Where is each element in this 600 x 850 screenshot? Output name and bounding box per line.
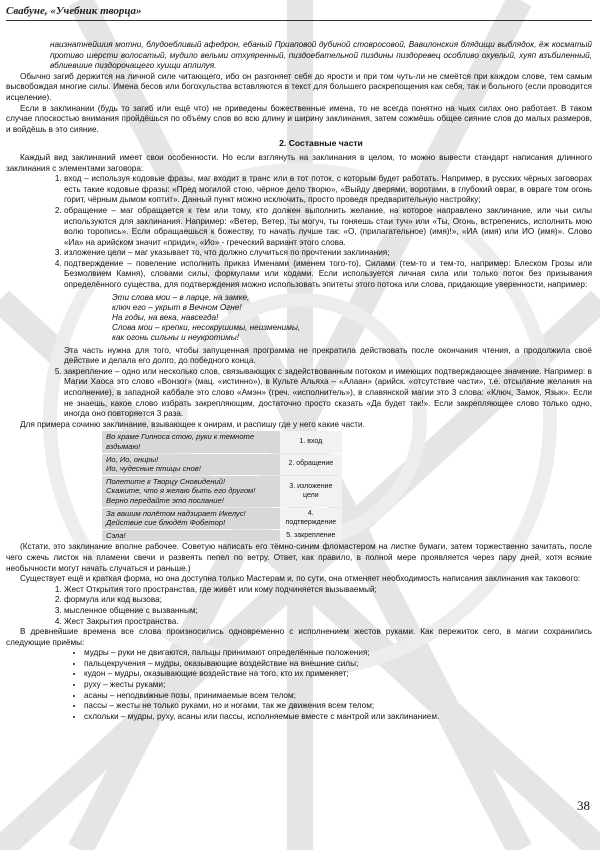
page-header [0,0,600,36]
verse-line: Слова мои – крепки, несокрушимы, неизменимы, [112,323,301,333]
spell-text-cell: Сэла! [102,530,280,542]
list-item: • пассы – жесты не только руками, но и ногами, так же движения всем телом; [84,701,592,712]
paragraph-7: В древнейшие времена все слова произносились одновременно с исполнением жестов руками. Как пережиток сего, в магии сохранились следующие приёмы: [6,627,592,647]
list-item: 1. вход – используя кодовые фразы, маг входит в транс или в тот поток, с которым будет работать. Например, в русских чёрных заговорах есть такие кодовые фразы: «Пред могилой стою, чёрное дело творю», «Выйду дверями, воротами, в глубокий овраг, в овраге том огонь горит, чёрным дымом коптит». Данный пункт можно исключить, просто проведя предварительную настройку; [64,174,592,206]
list-item: 5. закрепление – одно или несколько слов, связывающих с задействованным потоком и имеющих подтверждающее значение. Например: в Магии Хаоса это слово «Вонзог» (мац. «истинно»), в Культе Альяха – «Алаан» (арийск. «отсутствие части», т.е. отсылание желания на исполнение), в западной каббале это слово «Амэн» (греч. «исполнитель»), в славянской магии это 3 слова: «Ключ, Замок, Язык». Если не знаешь, какое слово избрать закрепляющим, достаточно просто сказать «Да будет так!». Если закрепляющее слово только одно, иногда оно повторяется 3 раза. [64,367,592,420]
paragraph-3: Каждый вид заклинаний имеет свои особенности. Но если взглянуть на заклинания в целом, то можно вывести стандарт написания длинного заклинания с элементами заговора: [6,152,592,173]
verse-line: ключ его – укрыт в Вечном Огне! [112,302,242,312]
list-item: 4. Жест Закрытия пространства. [64,617,592,628]
spell-part-cell: 1. вход [280,431,342,452]
paragraph-1: Обычно загиб держится на личной силе читающего, ибо он разгоняет себя до ярости и при том чуть-ли не смеётся при каждом слове, тем самым высвобождая многие силы. Имена бесов или богохульства вставляются в текст для большего раскрепощения как себя, так и больного (если проводится исцеление). [6,71,592,102]
short-form-list [50,585,592,627]
intro-italic-paragraph: наизнатнейшия мотни, блудоебливый афедрон, ебаный Приаповой дубиной стовросовой, Вавилонския блядищи выблядок, ёж косматый противо шерсти волосатый, мудило вельми отхуяренный, пиздоебательной пиздины пиздоревец особливо охуелый, хуяп взъбиленный, вблиевшие пиздорочащего хуищи аплилуя. [50,40,592,71]
list-item: 2. обращение – маг обращается к тем или тому, кто должен выполнить желание, на которое направлено заклинание, или чьи силы используются для заклинания. Например: «Ветер, Ветер, ты могуч, ты гоняешь стаи туч» или «Ты, Огонь, встрепенись, исполнить мою волю торопись». Если обращаешься к божеству, то начать лучше так: «О, (прилагательное) (имя)!», «ИА (имя) или ИО (имя)». Слово «Иа» на арийском значит «приди», «Ио» - греческий вариант этого слова. [64,206,592,248]
spell-text-cell: Во храме Гипноса стою, руки к темноте вздымаю! [102,431,280,452]
spell-text-cell: За вашим полётом надзирает Икелус! Действие сие блюдёт Фобетор! [102,508,280,529]
verse-line: На годы, на века, навсегда! [112,313,219,323]
list-item: • схлольки – мудры, руху, асаны или пассы, исполняемые вместе с мантрой или заклинанием. [84,712,592,723]
list-item: • асаны – неподвижные позы, принимаемые всем телом; [84,691,592,702]
paragraph-2: Если в заклинании (будь то загиб или ещё что) не приведены божественные имена, то не всегда понятно на чьих силах оно работает. В таком случае плоскостью внимания пройдёшься по объёму слов во всю длину и ширину заклинания, затем сожмёшь общее сияние слов до малых размеров, и войдёшь в это сияние. [6,103,592,134]
example-verse [112,293,592,344]
header-title: Свабуне, «Учебник творца» [6,5,142,17]
list-item-note: Эта часть нужна для того, чтобы запущенная программа не прекратила действовать после окончания чтения, а продолжила своё действие и делала его долго, до победного конца. [64,345,592,366]
spell-example-table [102,430,342,542]
verse-line: Эти слова мои – в ларце, на замке, [112,292,250,302]
list-item: • мудры – руки не двигаются, пальцы принимают определённые положения; [84,648,592,659]
spell-part-cell: 4. подтверждение [280,508,342,529]
paragraph-4: Для примера сочиню заклинание, взывающее к онирам, и распишу где у него какие части. [20,419,365,429]
paragraph-5: (Кстати, это заклинание вполне рабочее. Советую написать его тёмно-синим фломастером на листке бумаги, затем торжественно зачитать, после чего сжечь листок на пламени свечи и развеять пепел по ветру. Ответ, как правило, в полной мере проявляется через пару дней, хотя всякие необычности могут начать случаться и раньше.) [6,542,592,573]
page-number: 38 [577,798,590,813]
list-item: • кудон – мудры, оказывающие воздействие на того, кто их применяет; [84,669,592,680]
spell-part-cell: 5. закрепление [280,530,342,542]
list-item: 3. изложение цели – маг указывает то, что должно случиться по прочтении заклинания; [64,248,592,259]
verse-line: как огонь сильны и неукротимы! [112,333,240,343]
list-item: 2. формула или код вызова; [64,595,592,606]
list-item: 3. мысленное общение с вызванным; [64,606,592,617]
list-item: 4. подтверждение – повеление исполнить приказ Именами (именем того-то), Силами (тем-то и тем-то, например: Блеском Грозы или Безмолвием Камня), словами силы, формулами или кодами. Если используется личная сила или только поток без призывания определённого существа, для подтверждения можно использовать эпитеты этого потока или слова, придающие уверенности, например: Эти слова мои – в ларце, на замке, ключ его – укрыт в Вечном Огне! На годы, на века, навсегда! Слова мои – крепки, несокрушимы, неизменимы, как огонь сильны и неукротимы! Эта часть нужна для того, чтобы запущенная программа не прекратила действовать после окончания чтения, а продолжила своё действие и делала его долго, до победного конца. [64,259,592,367]
table-row [102,476,342,507]
spell-text-cell: Ио, Ио, ониры! Ио, чудесные птицы снов! [102,454,280,475]
structure-list [50,174,592,420]
list-item: 1. Жест Открытия того пространства, где живёт или кому подчиняется вызываемый; [64,585,592,596]
spell-part-cell: 2. обращение [280,454,342,475]
list-item: • пальцекручения – мудры, оказывающие воздействие на внешние силы; [84,659,592,670]
table-row [102,431,342,452]
table-row [102,508,342,529]
page-body [6,40,592,722]
table-row [102,530,342,542]
section-title: 2. Составные части [279,138,363,149]
list-item: • руху – жесты руками; [84,680,592,691]
spell-text-cell: Полетите к Творцу Сновидений! Скажите, что я желаю быть его другом! Верно передайте это послание! [102,476,280,507]
table-row [102,454,342,475]
header-rule [6,20,592,21]
paragraph-6: Существует ещё и краткая форма, но она доступна только Мастерам и, по сути, она отменяет необходимость написания заклинания как такового: [20,574,581,584]
techniques-list [50,648,592,722]
spell-part-cell: 3. изложение цели [280,476,342,507]
